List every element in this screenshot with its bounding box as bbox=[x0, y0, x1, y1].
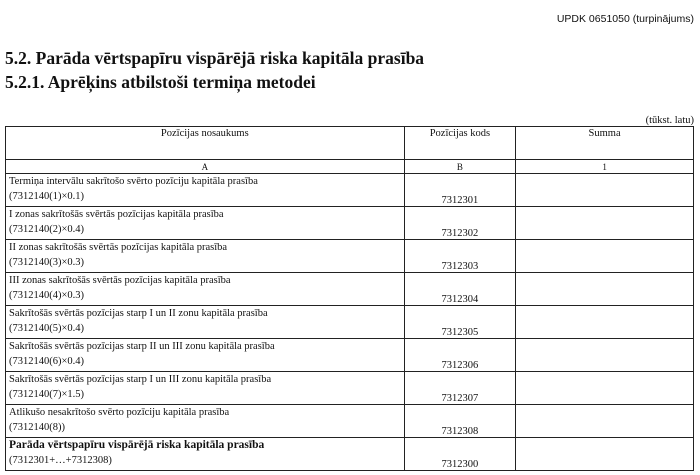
sum-cell[interactable] bbox=[516, 207, 694, 240]
table-row bbox=[6, 273, 694, 306]
position-code: 7312305 bbox=[404, 306, 516, 339]
position-code: 7312308 bbox=[404, 405, 516, 438]
position-name-cell bbox=[6, 240, 405, 273]
sum-cell[interactable] bbox=[516, 405, 694, 438]
table-row bbox=[6, 339, 694, 372]
position-name-cell bbox=[6, 273, 405, 306]
position-formula: (7312140(4)×0.3) bbox=[9, 290, 85, 301]
total-formula: (7312301+…+7312308) bbox=[9, 455, 112, 466]
position-formula: (7312140(8)) bbox=[9, 422, 65, 433]
total-name-cell bbox=[6, 438, 405, 471]
table-row bbox=[6, 405, 694, 438]
position-code: 7312303 bbox=[404, 240, 516, 273]
position-name-cell bbox=[6, 339, 405, 372]
position-formula: (7312140(3)×0.3) bbox=[9, 257, 85, 268]
section-title: 5.2. Parāda vērtspapīru vispārējā riska kapitāla prasība bbox=[5, 48, 425, 68]
position-formula: (7312140(5)×0.4) bbox=[9, 323, 85, 334]
position-name-cell bbox=[6, 174, 405, 207]
sum-cell[interactable] bbox=[516, 240, 694, 273]
sum-cell[interactable] bbox=[516, 174, 694, 207]
total-sum-cell[interactable] bbox=[516, 438, 694, 471]
position-title: II zonas sakrītošās svērtās pozīcijas kapitāla prasība bbox=[9, 242, 228, 253]
table-row bbox=[6, 207, 694, 240]
column-letter-a: A bbox=[6, 160, 405, 174]
column-header-code: Pozīcijas kods bbox=[404, 127, 516, 160]
position-code: 7312301 bbox=[404, 174, 516, 207]
units-note: (tūkst. latu) bbox=[645, 115, 694, 126]
position-name-cell bbox=[6, 405, 405, 438]
form-code: UPDK 0651050 (turpinājums) bbox=[556, 13, 694, 25]
position-code: 7312302 bbox=[404, 207, 516, 240]
total-row bbox=[6, 438, 694, 471]
column-letter-1: 1 bbox=[516, 160, 694, 174]
position-title: Sakrītošās svērtās pozīcijas starp II un III zonu kapitāla prasība bbox=[9, 341, 275, 352]
position-title: Termiņa intervālu sakrītošo svērto pozīciju kapitāla prasība bbox=[9, 176, 258, 187]
total-code: 7312300 bbox=[404, 438, 516, 471]
position-formula: (7312140(2)×0.4) bbox=[9, 224, 85, 235]
column-letter-b: B bbox=[404, 160, 516, 174]
column-header-name: Pozīcijas nosaukums bbox=[6, 127, 405, 160]
position-code: 7312307 bbox=[404, 372, 516, 405]
sum-cell[interactable] bbox=[516, 273, 694, 306]
position-title: Sakrītošās svērtās pozīcijas starp I un III zonu kapitāla prasība bbox=[9, 374, 272, 385]
position-formula: (7312140(1)×0.1) bbox=[9, 191, 85, 202]
table-row bbox=[6, 306, 694, 339]
position-name-cell bbox=[6, 372, 405, 405]
position-title: Sakrītošās svērtās pozīcijas starp I un II zonu kapitāla prasība bbox=[9, 308, 268, 319]
position-code: 7312306 bbox=[404, 339, 516, 372]
position-name-cell bbox=[6, 207, 405, 240]
position-code: 7312304 bbox=[404, 273, 516, 306]
position-title: III zonas sakrītošās svērtās pozīcijas kapitāla prasība bbox=[9, 275, 231, 286]
position-formula: (7312140(7)×1.5) bbox=[9, 389, 85, 400]
position-formula: (7312140(6)×0.4) bbox=[9, 356, 85, 367]
table-row bbox=[6, 372, 694, 405]
column-letter-row bbox=[6, 160, 694, 174]
capital-requirement-table bbox=[5, 126, 694, 471]
table-row bbox=[6, 240, 694, 273]
table-row bbox=[6, 174, 694, 207]
total-title: Parāda vērtspapīru vispārējā riska kapitāla prasība bbox=[9, 439, 265, 451]
table-header-row bbox=[6, 127, 694, 160]
sum-cell[interactable] bbox=[516, 306, 694, 339]
position-name-cell bbox=[6, 306, 405, 339]
position-title: Atlikušo nesakrītošo svērto pozīciju kapitāla prasība bbox=[9, 407, 230, 418]
position-title: I zonas sakrītošās svērtās pozīcijas kapitāla prasība bbox=[9, 209, 224, 220]
sum-cell[interactable] bbox=[516, 372, 694, 405]
subsection-title: 5.2.1. Aprēķins atbilstoši termiņa metodei bbox=[5, 72, 316, 92]
sum-cell[interactable] bbox=[516, 339, 694, 372]
column-header-sum: Summa bbox=[516, 127, 694, 160]
